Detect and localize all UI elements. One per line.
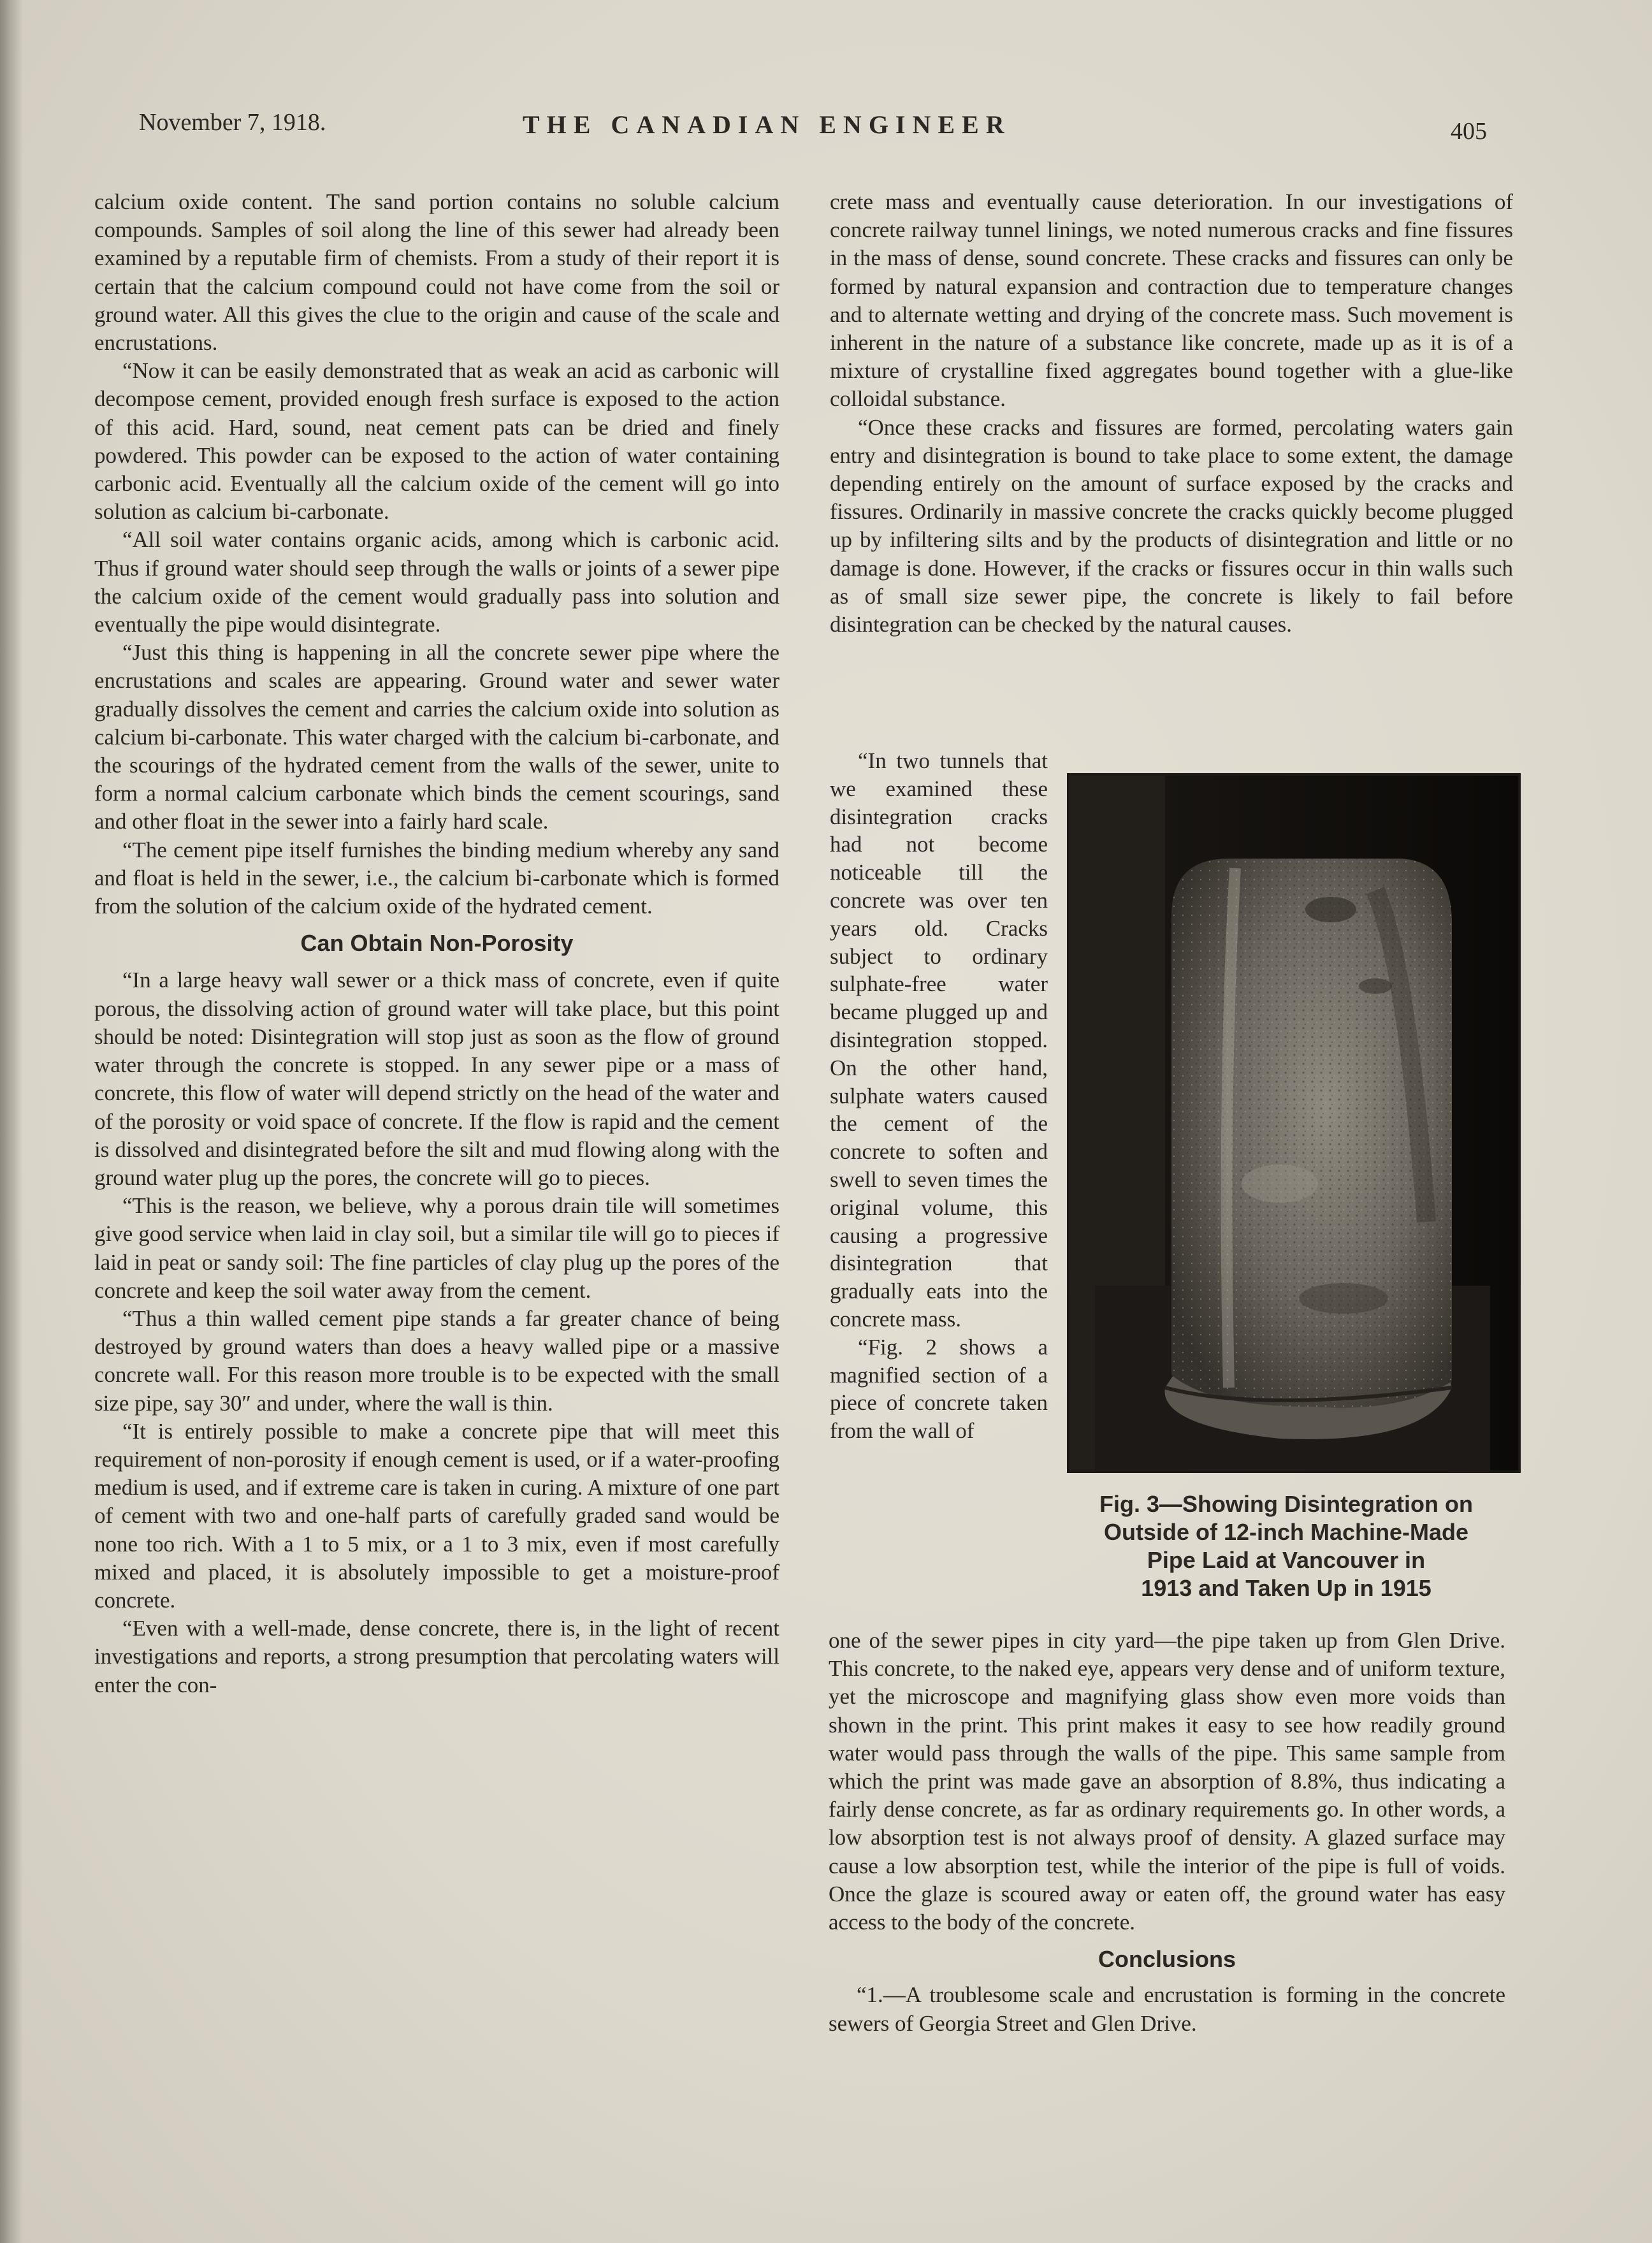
right-column-bottom: [829, 1627, 1505, 2038]
paragraph: “In a large heavy wall sewer or a thick mass of concrete, even if quite porous, the dissolving action of ground water will take place, but this point should be noted: Disintegration will stop just as soon as the flow of ground water through the concrete is stopped. In any sewer pipe or a mass of concrete, this flow of water will depend strictly on the head of the water and of the porosity or void space of concrete. If the flow is rapid and the cement is dissolved and disintegrated before the silt and mud flowing along with the ground water plug up the pores, the concrete will go to pieces.: [94, 968, 779, 1190]
paragraph: “All soil water contains organic acids, among which is carbonic acid. Thus if ground water should seep through the walls or joints of a sewer pipe the calcium oxide of the cement would gradually pass into solution and eventually the pipe would disintegrate.: [94, 527, 779, 637]
pipe-photo-image: [1069, 776, 1518, 1470]
journal-title: THE CANADIAN ENGINEER: [523, 110, 1011, 139]
paragraph: one of the sewer pipes in city yard—the pipe taken up from Glen Drive. This concrete, to the naked eye, appears very dense and of uniform texture, yet the microscope and magnifying glass show even more voids than shown in the print. This print makes it easy to see how readily ground water would pass through the walls of the pipe. This same sample from which the print was made gave an absorption of 8.8%, thus indicating a fairly dense concrete, as far as ordinary requirements go. In other words, a low absorption test is not always proof of density. A glazed surface may cause a low absorption test, while the interior of the pipe is full of voids. Once the glaze is scoured away or eaten off, the ground water has easy access to the body of the concrete.: [829, 1628, 1505, 1935]
paragraph: “Thus a thin walled cement pipe stands a far greater chance of being destroyed by ground waters than does a heavy walled pipe or a massive concrete wall. For this reason more trouble is to be expected with the small size pipe, say 30″ and under, where the wall is thin.: [94, 1305, 779, 1416]
narrow-text-beside-figure: [830, 747, 1048, 1445]
caption-line: 1913 and Taken Up in 1915: [1141, 1575, 1431, 1601]
paragraph: “Fig. 2 shows a magnified section of a piece of concrete taken from the wall of: [830, 1334, 1048, 1444]
caption-line: Fig. 3—Showing Disintegration on: [1099, 1491, 1473, 1517]
paragraph: crete mass and eventually cause deterioration. In our investigations of concrete railway tunnel linings, we noted numerous cracks and fine fissures in the mass of dense, sound concrete. These cracks and fissures can only be formed by natural expansion and contraction due to temperature changes and to alternate wetting and drying of the concrete mass. Such movement is inherent in the nature of a substance like concrete, made up as it is of a mixture of crystalline fixed aggregates bound together with a glue-like colloidal substance.: [830, 189, 1513, 412]
section-heading: Conclusions: [1098, 1946, 1236, 1973]
paragraph: “Even with a well-made, dense concrete, there is, in the light of recent investigations and reports, a strong presumption that percolating waters will enter the con-: [94, 1616, 779, 1697]
right-column-top: [830, 188, 1513, 639]
paragraph: “This is the reason, we believe, why a porous drain tile will sometimes give good service when laid in clay soil, but a similar tile will go to pieces if laid in peat or sandy soil: The fine particles of clay plug up the pores of the concrete and keep the soil water away from the cement.: [94, 1193, 779, 1303]
binding-edge: [0, 0, 23, 2243]
paragraph: “In two tunnels that we examined these disintegration cracks had not become noticeable till the concrete was over ten years old. Cracks subject to ordinary sulphate-free water became plugged up and disintegration stopped. On the other hand, sulphate waters caused the cement of the concrete to soften and swell to seven times the original volume, this causing a progressive disintegration that gradually eats into the concrete mass.: [830, 748, 1048, 1332]
paragraph: “1.—A troublesome scale and encrustation is forming in the concrete sewers of Georgia Street and Glen Drive.: [829, 1982, 1505, 2036]
caption-line: Outside of 12-inch Machine-Made: [1103, 1519, 1469, 1545]
pipe-photograph: [1067, 773, 1521, 1473]
paragraph: “The cement pipe itself furnishes the binding medium whereby any sand and float is held in the sewer, i.e., the calcium bi-carbonate which is formed from the solution of the calcium oxide of the hydrated cement.: [94, 837, 779, 919]
page-number: 405: [1451, 118, 1487, 145]
paragraph: “Once these cracks and fissures are formed, percolating waters gain entry and disintegration is bound to take place to some extent, the damage depending entirely on the amount of surface exposed by the cracks and fissures. Ordinarily in massive concrete the cracks quickly become plugged up by infiltering silts and by the products of disintegration and little or no damage is done. However, if the cracks or fissures occur in thin walls such as of small size sewer pipe, the concrete is likely to fail before disintegration can be checked by the natural causes.: [830, 414, 1513, 637]
paragraph: “It is entirely possible to make a concrete pipe that will meet this requirement of non-porosity if enough cement is used, or if a water-proofing medium is used, and if extreme care is taken in curing. A mixture of one part of cement with two and one-half parts of carefully graded sand would be none too rich. With a 1 to 5 mix, or a 1 to 3 mix, even if most carefully mixed and placed, it is absolutely impossible to get a moisture-proof concrete.: [94, 1418, 779, 1613]
paragraph: “Just this thing is happening in all the concrete sewer pipe where the encrustations and scales are appearing. Ground water and sewer water gradually dissolves the cement and carries the calcium oxide into solution as calcium bi-carbonate. This water charged with the calcium bi-carbonate, and the scourings of the hydrated cement from the walls of the sewer, unite to form a normal calcium carbonate which binds the cement scourings, sand and other float in the sewer into a fairly hard scale.: [94, 640, 779, 834]
header-date: November 7, 1918.: [139, 109, 326, 136]
paragraph: “Now it can be easily demonstrated that as weak an acid as carbonic will decompose cement, provided enough fresh surface is exposed to the action of this acid. Hard, sound, neat cement pats can be dried and finely powdered. This powder can be exposed to the action of water containing carbonic acid. Eventually all the calcium oxide of the cement will go into solution as calcium bi-carbonate.: [94, 358, 779, 525]
section-heading: Can Obtain Non-Porosity: [300, 930, 574, 957]
caption-line: Pipe Laid at Vancouver in: [1147, 1547, 1426, 1573]
left-column: [94, 188, 779, 1699]
figure-caption: [1057, 1490, 1516, 1602]
paragraph: calcium oxide content. The sand portion contains no soluble calcium compounds. Samples of soil along the line of this sewer had already been examined by a reputable firm of chemists. From a study of their report it is certain that the calcium compound could not have come from the soil or ground water. All this gives the clue to the origin and cause of the scale and encrustations.: [94, 189, 779, 356]
running-head: [0, 108, 1652, 153]
